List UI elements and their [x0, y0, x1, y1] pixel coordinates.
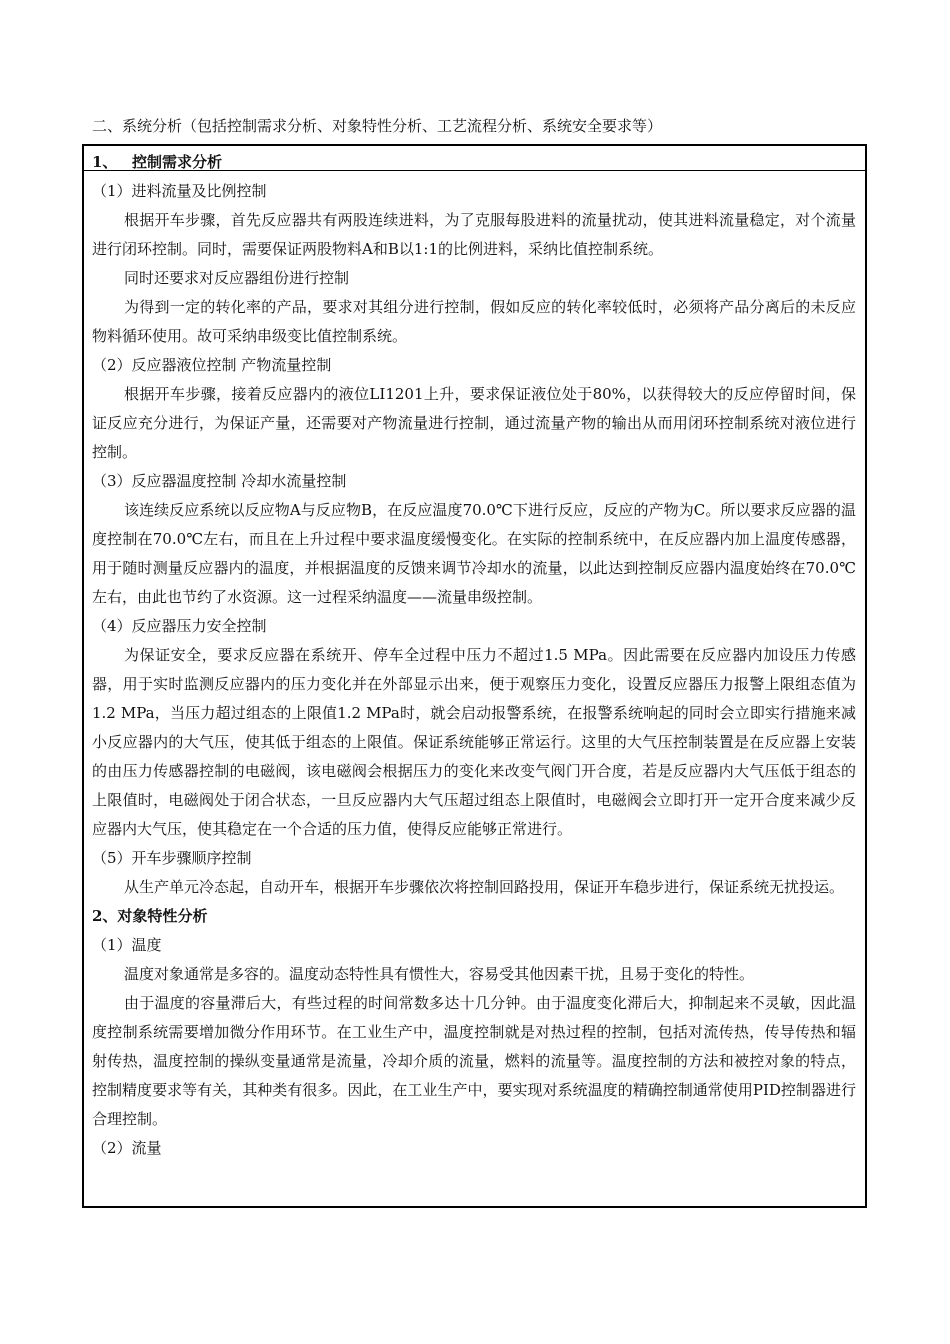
heading-control-requirements: [92, 148, 856, 177]
paragraph: 温度对象通常是多容的。温度动态特性具有惯性大，容易受其他因素干扰，且易于变化的特性。: [124, 965, 755, 983]
heading-number: 1、: [92, 153, 118, 171]
heading-object-characteristics: 2、对象特性分析: [92, 907, 208, 925]
subheading-startup-sequence: （5）开车步骤顺序控制: [92, 849, 252, 867]
subheading-level-control: （2）反应器液位控制 产物流量控制: [92, 356, 332, 374]
paragraph: 由于温度的容量滞后大，有些过程的时间常数多达十几分钟。由于温度变化滞后大，抑制起来不灵敏，因此温度控制系统需要增加微分作用环节。在工业生产中，温度控制就是对热过程的控制，包括对流传热，传导传热和辐射传热，温度控制的操纵变量通常是流量，冷却介质的流量，燃料的流量等。温度控制的方法和被控对象的特点，控制精度要求等有关，其种类有很多。因此，在工业生产中，要实现对系统温度的精确控制通常使用PID控制器进行合理控制。: [92, 994, 856, 1128]
heading-text: 控制需求分析: [132, 153, 223, 171]
paragraph: 该连续反应系统以反应物A与反应物B，在反应温度70.0℃下进行反应，反应的产物为C。所以要求反应器的温度控制在70.0℃左右，而且在上升过程中要求温度缓慢变化。在实际的控制系统中，在反应器内加上温度传感器，用于随时测量反应器内的温度，并根据温度的反馈来调节冷却水的流量，以此达到控制反应器内温度始终在70.0℃左右，由此也节约了水资源。这一过程采纳温度——流量串级控制。: [92, 501, 856, 606]
paragraph: 从生产单元冷态起，自动开车，根据开车步骤依次将控制回路投用，保证开车稳步进行，保证系统无扰投运。: [124, 878, 845, 896]
subheading-flow: （2）流量: [92, 1139, 162, 1157]
content-body: [92, 148, 856, 1163]
paragraph: 根据开车步骤，接着反应器内的液位LI1201上升，要求保证液位处于80%，以获得较大的反应停留时间，保证反应充分进行，为保证产量，还需要对产物流量进行控制，通过流量产物的输出从而用闭环控制系统对液位进行控制。: [92, 385, 856, 461]
paragraph: 为保证安全，要求反应器在系统开、停车全过程中压力不超过1.5 MPa。因此需要在反应器内加设压力传感器，用于实时监测反应器内的压力变化并在外部显示出来，便于观察压力变化，设置反应器压力报警上限组态值为1.2 MPa，当压力超过组态的上限值1.2 MPa时，就会启动报警系统，在报警系统响起的同时会立即实行措施来减小反应器内的大气压，使其低于组态的上限值。保证系统能够正常运行。这里的大气压控制装置是在反应器上安装的由压力传感器控制的电磁阀，该电磁阀会根据压力的变化来改变气阀门开合度，若是反应器内大气压低于组态的上限值时，电磁阀处于闭合状态，一旦反应器内大气压超过组态上限值时，电磁阀会立即打开一定开合度来减少反应器内大气压，使其稳定在一个合适的压力值，使得反应能够正常进行。: [92, 646, 856, 838]
paragraph: 根据开车步骤，首先反应器共有两股连续进料，为了克服每股进料的流量扰动，使其进料流量稳定，对个流量进行闭环控制。同时，需要保证两股物料A和B以1:1的比例进料，采纳比值控制系统。: [92, 211, 856, 258]
subheading-pressure-control: （4）反应器压力安全控制: [92, 617, 267, 635]
paragraph: 为得到一定的转化率的产品，要求对其组分进行控制，假如反应的转化率较低时，必须将产品分离后的未反应物料循环使用。故可采纳串级变比值控制系统。: [92, 298, 856, 345]
subheading-temperature: （1）温度: [92, 936, 162, 954]
section-title: 二、系统分析（包括控制需求分析、对象特性分析、工艺流程分析、系统安全要求等）: [92, 117, 663, 135]
content-table: [82, 144, 867, 1208]
paragraph: 同时还要求对反应器组份进行控制: [124, 269, 350, 287]
subheading-temperature-control: （3）反应器温度控制 冷却水流量控制: [92, 472, 347, 490]
subheading-feed-flow: （1）进料流量及比例控制: [92, 182, 267, 200]
